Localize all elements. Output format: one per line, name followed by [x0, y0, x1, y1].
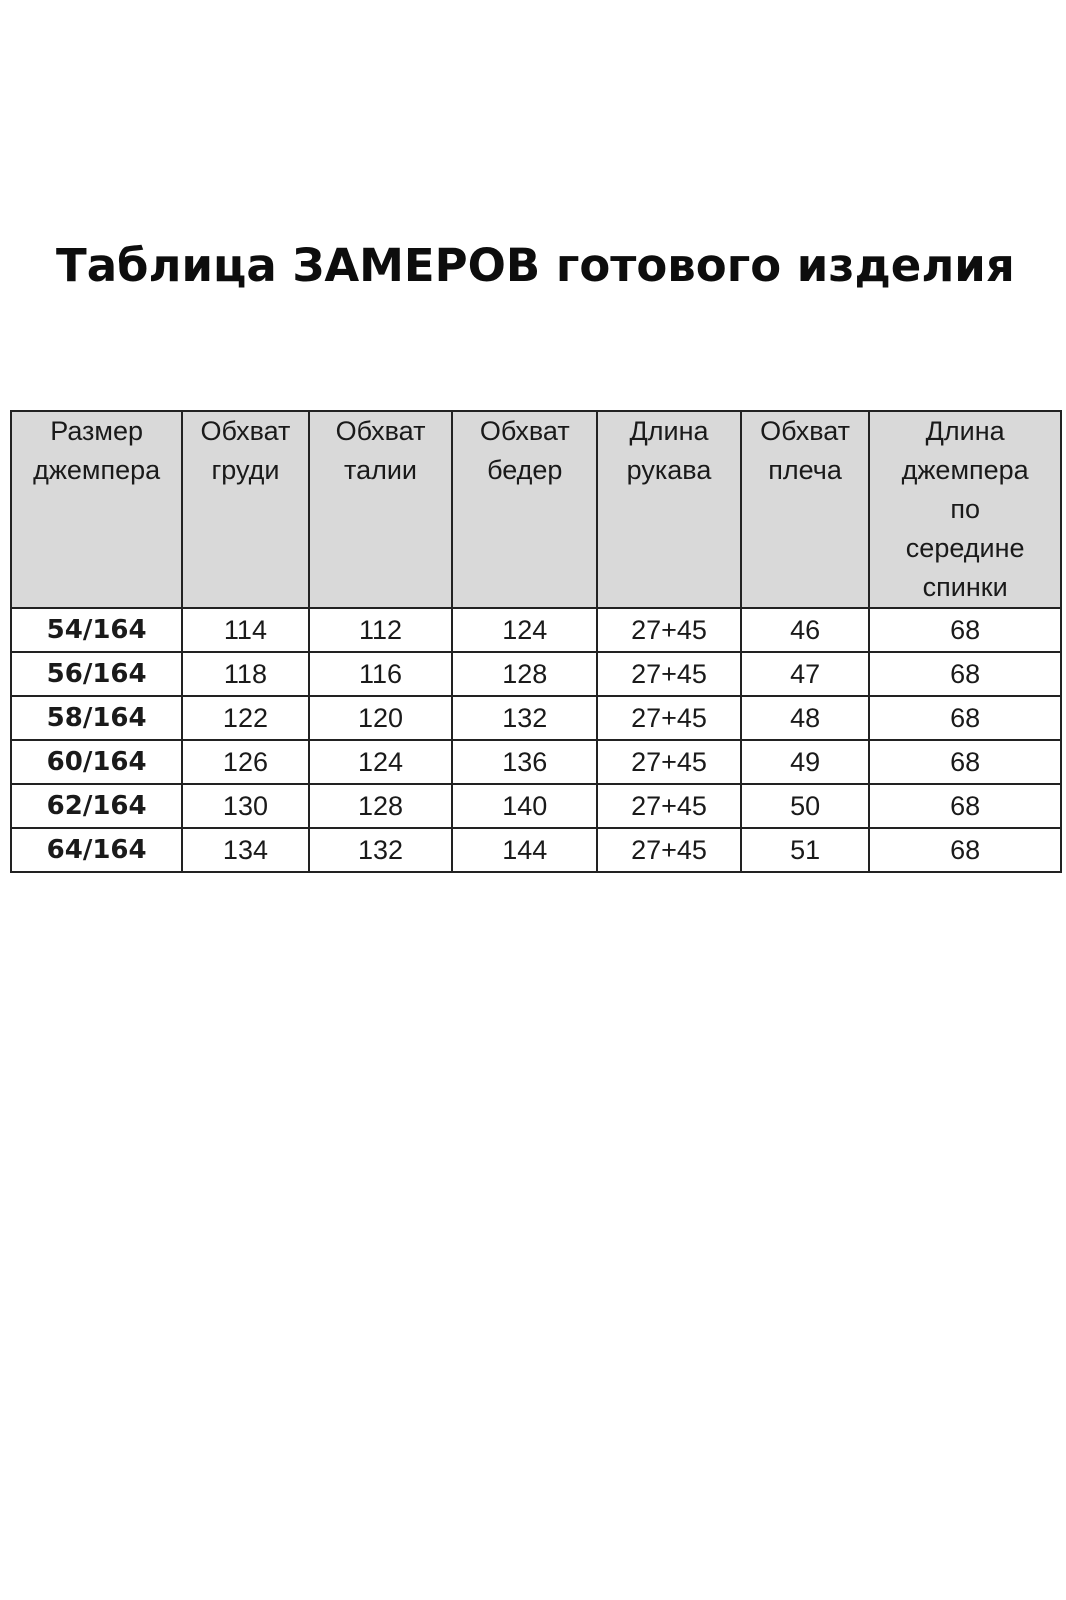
cell-size: 62/164	[11, 784, 182, 828]
header-back-line: середине	[905, 533, 1025, 563]
header-size	[11, 411, 182, 608]
table-row	[11, 784, 1061, 828]
cell-hips: 136	[452, 740, 597, 784]
header-size-line: джемпера	[33, 455, 161, 485]
table-row	[11, 608, 1061, 652]
header-sleeve-line: рукава	[626, 455, 712, 485]
header-back-line: джемпера	[901, 455, 1029, 485]
cell-sleeve-length: 27+45	[597, 784, 741, 828]
cell-shoulder: 46	[741, 608, 869, 652]
cell-waist: 112	[309, 608, 453, 652]
header-shoulder-line: плеча	[768, 455, 842, 485]
cell-shoulder: 48	[741, 696, 869, 740]
cell-shoulder: 51	[741, 828, 869, 872]
header-back-line: по	[950, 494, 980, 524]
cell-chest: 130	[182, 784, 308, 828]
header-back-line: спинки	[922, 572, 1008, 602]
cell-back-length: 68	[869, 652, 1061, 696]
cell-size: 56/164	[11, 652, 182, 696]
header-chest	[182, 411, 308, 608]
cell-waist: 116	[309, 652, 453, 696]
header-hips	[452, 411, 597, 608]
cell-size: 58/164	[11, 696, 182, 740]
header-shoulder	[741, 411, 869, 608]
cell-hips: 132	[452, 696, 597, 740]
cell-chest: 114	[182, 608, 308, 652]
header-shoulder-line: Обхват	[760, 416, 851, 446]
cell-hips: 124	[452, 608, 597, 652]
cell-sleeve-length: 27+45	[597, 828, 741, 872]
cell-size: 64/164	[11, 828, 182, 872]
table-row	[11, 828, 1061, 872]
cell-waist: 128	[309, 784, 453, 828]
header-waist	[309, 411, 453, 608]
cell-sleeve-length: 27+45	[597, 740, 741, 784]
cell-back-length: 68	[869, 784, 1061, 828]
cell-waist: 124	[309, 740, 453, 784]
cell-sleeve-length: 27+45	[597, 652, 741, 696]
cell-size: 54/164	[11, 608, 182, 652]
page-title: Таблица ЗАМЕРОВ готового изделия	[56, 239, 1015, 292]
header-back-length	[869, 411, 1061, 608]
cell-hips: 144	[452, 828, 597, 872]
table-row	[11, 740, 1061, 784]
header-sleeve-line: Длина	[629, 416, 709, 446]
cell-shoulder: 50	[741, 784, 869, 828]
table-row	[11, 696, 1061, 740]
cell-hips: 140	[452, 784, 597, 828]
cell-chest: 118	[182, 652, 308, 696]
cell-back-length: 68	[869, 828, 1061, 872]
cell-chest: 122	[182, 696, 308, 740]
header-hips-line: бедер	[487, 455, 563, 485]
measurements-table	[10, 410, 1062, 873]
cell-shoulder: 49	[741, 740, 869, 784]
cell-back-length: 68	[869, 696, 1061, 740]
table-row	[11, 652, 1061, 696]
cell-sleeve-length: 27+45	[597, 696, 741, 740]
cell-back-length: 68	[869, 608, 1061, 652]
header-size-line: Размер	[50, 416, 144, 446]
cell-waist: 120	[309, 696, 453, 740]
cell-waist: 132	[309, 828, 453, 872]
cell-chest: 126	[182, 740, 308, 784]
cell-hips: 128	[452, 652, 597, 696]
cell-shoulder: 47	[741, 652, 869, 696]
cell-chest: 134	[182, 828, 308, 872]
header-hips-line: Обхват	[479, 416, 570, 446]
header-sleeve-length	[597, 411, 741, 608]
cell-size: 60/164	[11, 740, 182, 784]
table-header-row	[11, 411, 1061, 608]
header-waist-line: талии	[344, 455, 418, 485]
cell-back-length: 68	[869, 740, 1061, 784]
header-chest-line: груди	[211, 455, 280, 485]
cell-sleeve-length: 27+45	[597, 608, 741, 652]
header-back-line: Длина	[925, 416, 1005, 446]
header-chest-line: Обхват	[200, 416, 291, 446]
header-waist-line: Обхват	[335, 416, 426, 446]
